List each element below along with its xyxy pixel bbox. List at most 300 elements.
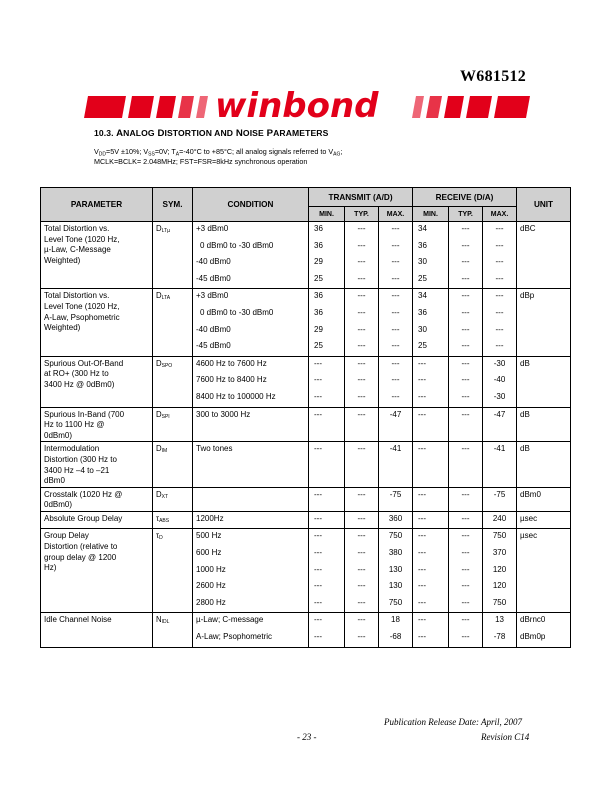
tx-min-cell <box>309 407 345 442</box>
rx-min-cell-line: --- <box>418 564 427 574</box>
rx-min-cell-line: --- <box>418 409 427 419</box>
rx-min-cell <box>413 613 449 647</box>
condition-cell-line: 0 dBm0 to -30 dBm0 <box>200 240 274 250</box>
tx-max-cell-line: -41 <box>389 444 402 454</box>
tx-min-cell-line: --- <box>314 391 322 401</box>
rx-min-cell <box>413 407 449 442</box>
rx-typ-cell-line: --- <box>461 444 470 454</box>
section-title-part: P <box>263 128 274 139</box>
unit-cell <box>517 487 571 511</box>
rx-typ-cell-line: --- <box>461 615 470 625</box>
tx-min-cell-line: --- <box>314 615 322 625</box>
tx-max-cell <box>379 222 413 289</box>
tx-typ-cell-line: --- <box>357 307 366 317</box>
section-title-part: A <box>116 128 124 139</box>
table-row <box>41 613 571 647</box>
parameter-line: Crosstalk (1020 Hz @ <box>44 489 123 499</box>
parameter-line: Weighted) <box>44 323 81 333</box>
condition-cell-line: -45 dBm0 <box>196 341 231 351</box>
parameter-line: group delay @ 1200 <box>44 552 117 562</box>
unit-line: dB <box>520 409 530 419</box>
tx-max-cell-line: --- <box>391 240 400 250</box>
tx-typ-cell-line: --- <box>357 513 366 523</box>
rx-max-cell-line: -41 <box>493 444 506 454</box>
header-condition: CONDITION <box>193 188 309 222</box>
table-header-row <box>41 188 571 207</box>
symbol-cell <box>153 442 193 487</box>
tx-min-cell-line: --- <box>314 513 322 523</box>
tx-min-cell-line: 29 <box>314 257 323 267</box>
rx-min-cell-line: 34 <box>418 224 427 233</box>
tx-min-cell-line: 25 <box>314 273 323 283</box>
logo-stripes-left <box>84 96 208 118</box>
table-row <box>41 487 571 511</box>
rx-typ-cell-line: --- <box>461 391 470 401</box>
rx-max-cell-line: 120 <box>492 581 507 591</box>
table-row <box>41 511 571 529</box>
table-row <box>41 222 571 289</box>
condition-cell-line: 300 to 3000 Hz <box>196 409 251 419</box>
condition-cell-line: A-Law; Psophometric <box>196 632 273 642</box>
winbond-logo <box>82 88 532 122</box>
unit-cell <box>517 356 571 407</box>
parameter-line: A-Law, Psophometric <box>44 312 120 322</box>
parameter-line: 0dBm0) <box>44 430 73 440</box>
section-title-part: OISE <box>242 128 264 138</box>
unit-line: dBrnc0 <box>520 615 546 625</box>
parameter-line: µ-Law, C-Message <box>44 245 111 255</box>
rx-typ-cell <box>449 487 483 511</box>
conditions-line-1 <box>94 147 342 157</box>
rx-max-cell <box>483 407 517 442</box>
rx-min-cell-line: 36 <box>418 240 427 250</box>
tx-typ-cell <box>345 529 379 613</box>
section-title-part: N <box>233 128 243 139</box>
tx-typ-cell-line: --- <box>357 632 366 642</box>
rx-typ-cell-line: --- <box>461 597 470 607</box>
symbol-main: D <box>156 224 162 233</box>
tx-max-cell <box>379 289 413 356</box>
parameter-cell <box>41 511 153 529</box>
tx-min-cell-line: 36 <box>314 291 323 301</box>
tx-max-cell-line: --- <box>391 358 400 368</box>
rx-max-cell-line: 750 <box>492 531 507 541</box>
rx-min-cell-line: --- <box>418 597 427 607</box>
tx-typ-cell-line: --- <box>357 489 366 499</box>
condition-cell <box>193 487 309 511</box>
parameter-line: Weighted) <box>44 255 81 265</box>
tx-max-cell-line: 360 <box>388 513 403 523</box>
rx-max-cell-line: --- <box>495 307 504 317</box>
rx-max-cell-line: --- <box>495 257 504 267</box>
tx-max-cell-line: 750 <box>388 531 403 541</box>
unit-cell <box>517 442 571 487</box>
header-receive: RECEIVE (D/A) <box>413 188 517 207</box>
tx-max-cell-line: --- <box>391 307 400 317</box>
symbol-cell <box>153 356 193 407</box>
tx-max-cell <box>379 511 413 529</box>
rx-typ-cell <box>449 529 483 613</box>
header-tx-min: MIN. <box>309 207 345 222</box>
rx-min-cell-line: 36 <box>418 307 427 317</box>
condition-cell-line: -40 dBm0 <box>196 324 231 334</box>
rx-max-cell-line: 370 <box>492 548 507 558</box>
rx-min-cell-line: 34 <box>418 291 427 301</box>
condition-text: ; <box>340 147 343 156</box>
tx-max-cell-line: --- <box>391 224 400 233</box>
tx-typ-cell-line: --- <box>357 324 366 334</box>
tx-max-cell-line: 130 <box>388 581 403 591</box>
header-tx-typ: TYP. <box>345 207 379 222</box>
rx-max-cell-line: -78 <box>493 632 506 642</box>
rx-max-cell-line: -40 <box>493 375 506 385</box>
tx-max-cell <box>379 442 413 487</box>
rx-min-cell-line: --- <box>418 531 427 541</box>
tx-min-cell <box>309 487 345 511</box>
rx-typ-cell-line: --- <box>461 324 470 334</box>
rx-max-cell-line: -30 <box>493 391 506 401</box>
tx-max-cell-line: --- <box>391 324 400 334</box>
symbol-main: N <box>156 615 162 625</box>
tx-typ-cell <box>345 407 379 442</box>
rx-min-cell <box>413 222 449 289</box>
tx-typ-cell-line: --- <box>357 564 366 574</box>
tx-typ-cell-line: --- <box>357 257 366 267</box>
condition-text: =5V ±10%; V <box>106 147 149 156</box>
rx-min-cell-line: --- <box>418 375 427 385</box>
parameter-line: Distortion (300 Hz to <box>44 454 117 464</box>
symbol-cell <box>153 222 193 289</box>
condition-subscript: SS <box>148 151 155 158</box>
tx-min-cell <box>309 529 345 613</box>
condition-subscript: AG <box>333 151 341 158</box>
rx-max-cell <box>483 529 517 613</box>
rx-min-cell-line: --- <box>418 615 427 625</box>
unit-line: dB <box>520 444 530 454</box>
tx-min-cell-line: --- <box>314 409 322 419</box>
condition-subscript: A <box>175 151 180 158</box>
rx-typ-cell <box>449 613 483 647</box>
symbol-subscript: XT <box>161 493 169 500</box>
rx-typ-cell <box>449 356 483 407</box>
tx-min-cell <box>309 613 345 647</box>
revision: Revision C14 <box>481 732 530 742</box>
symbol-main: τ <box>156 531 160 541</box>
condition-cell <box>193 511 309 529</box>
symbol-subscript: IM <box>161 448 168 455</box>
rx-min-cell-line: 30 <box>418 324 427 334</box>
rx-max-cell <box>483 289 517 356</box>
rx-typ-cell-line: --- <box>461 531 470 541</box>
tx-max-cell-line: -75 <box>389 489 402 499</box>
distortion-noise-table <box>40 187 571 648</box>
table-row <box>41 356 571 407</box>
condition-cell <box>193 356 309 407</box>
table-row <box>41 529 571 613</box>
rx-max-cell <box>483 511 517 529</box>
parameter-line: Total Distortion vs. <box>44 291 110 301</box>
tx-typ-cell-line: --- <box>357 358 366 368</box>
rx-min-cell-line: --- <box>418 391 427 401</box>
rx-typ-cell-line: --- <box>461 409 470 419</box>
rx-min-cell-line: --- <box>418 358 427 368</box>
unit-line: dBm0 <box>520 489 541 499</box>
rx-typ-cell-line: --- <box>461 581 470 591</box>
header-rx-typ: TYP. <box>449 207 483 222</box>
tx-max-cell <box>379 487 413 511</box>
rx-min-cell <box>413 529 449 613</box>
parameter-line: Spurious In-Band (700 <box>44 409 125 419</box>
parameter-line: Total Distortion vs. <box>44 224 110 233</box>
condition-text: =-40°C to +85°C; all analog signals referred to V <box>179 147 334 156</box>
section-title-part: ISTORTION AND <box>164 128 234 138</box>
tx-min-cell-line: 36 <box>314 307 323 317</box>
rx-typ-cell <box>449 289 483 356</box>
symbol-subscript: IDL <box>161 619 170 626</box>
tx-typ-cell <box>345 511 379 529</box>
rx-max-cell-line: --- <box>495 324 504 334</box>
condition-subscript: DD <box>98 151 107 158</box>
tx-min-cell-line: --- <box>314 375 322 385</box>
logo-wordmark: winbond <box>215 88 379 122</box>
condition-cell-line: -45 dBm0 <box>196 273 231 283</box>
condition-cell <box>193 407 309 442</box>
rx-typ-cell-line: --- <box>461 307 470 317</box>
parameter-line: Group Delay <box>44 531 89 541</box>
rx-typ-cell-line: --- <box>461 224 470 233</box>
tx-min-cell <box>309 222 345 289</box>
tx-max-cell-line: 750 <box>388 597 403 607</box>
tx-min-cell-line: --- <box>314 444 322 454</box>
parameter-line: 0dBm0) <box>44 500 73 510</box>
header-transmit: TRANSMIT (A/D) <box>309 188 413 207</box>
parameter-line: 3400 Hz @ 0dBm0) <box>44 379 115 389</box>
condition-cell-line: 2800 Hz <box>196 597 226 607</box>
tx-typ-cell <box>345 356 379 407</box>
rx-typ-cell-line: --- <box>461 257 470 267</box>
rx-max-cell <box>483 613 517 647</box>
table-row <box>41 407 571 442</box>
condition-cell-line <box>196 488 305 505</box>
condition-cell <box>193 289 309 356</box>
rx-typ-cell <box>449 222 483 289</box>
rx-typ-cell-line: --- <box>461 273 470 283</box>
symbol-cell <box>153 529 193 613</box>
rx-max-cell-line: 120 <box>492 564 507 574</box>
condition-cell-line: 0 dBm0 to -30 dBm0 <box>200 307 274 317</box>
condition-cell-line: 7600 Hz to 8400 Hz <box>196 375 267 385</box>
tx-typ-cell-line: --- <box>357 548 366 558</box>
condition-cell-line: Two tones <box>196 444 233 454</box>
condition-text: V <box>94 147 99 156</box>
symbol-main: D <box>156 409 162 419</box>
parameter-line: 3400 Hz –4 to –21 <box>44 465 110 475</box>
rx-max-cell-line: 13 <box>495 615 504 625</box>
conditions-line-2: MCLK=BCLK= 2.048MHz; FST=FSR=8kHz synchronous operation <box>94 157 308 166</box>
table-row <box>41 442 571 487</box>
condition-cell <box>193 613 309 647</box>
rx-typ-cell-line: --- <box>461 564 470 574</box>
rx-min-cell <box>413 442 449 487</box>
unit-cell <box>517 613 571 647</box>
condition-cell-line: 8400 Hz to 100000 Hz <box>196 391 276 401</box>
section-title: 10.3. ANALOG DISTORTION AND NOISE PARAMETERS <box>94 128 329 139</box>
rx-min-cell-line: 25 <box>418 273 427 283</box>
condition-cell-line: +3 dBm0 <box>196 291 229 301</box>
unit-line: µsec <box>520 531 538 541</box>
rx-min-cell <box>413 511 449 529</box>
tx-typ-cell-line: --- <box>357 615 366 625</box>
rx-typ-cell <box>449 511 483 529</box>
condition-cell-line: 500 Hz <box>196 531 222 541</box>
parameter-line: Spurious Out-Of-Band <box>44 358 124 368</box>
symbol-subscript: SPO <box>161 362 173 369</box>
rx-min-cell-line: 25 <box>418 341 427 351</box>
rx-min-cell-line: --- <box>418 444 427 454</box>
symbol-main: D <box>156 291 162 301</box>
condition-cell <box>193 222 309 289</box>
rx-max-cell-line: --- <box>495 273 504 283</box>
tx-min-cell-line: --- <box>314 548 322 558</box>
rx-typ-cell-line: --- <box>461 375 470 385</box>
parameter-line: Level Tone (1020 Hz, <box>44 234 120 244</box>
publication-date: Publication Release Date: April, 2007 <box>384 717 523 727</box>
parameter-line: Level Tone (1020 Hz, <box>44 301 120 311</box>
symbol-cell <box>153 289 193 356</box>
rx-max-cell-line: --- <box>495 224 504 233</box>
rx-typ-cell-line: --- <box>461 358 470 368</box>
header-tx-max: MAX. <box>379 207 413 222</box>
section-title-part: D <box>154 128 165 139</box>
tx-max-cell-line: --- <box>391 273 400 283</box>
tx-typ-cell-line: --- <box>357 341 366 351</box>
rx-max-cell-line: --- <box>495 341 504 351</box>
rx-typ-cell-line: --- <box>461 632 470 642</box>
condition-cell-line: µ-Law; C-message <box>196 615 264 625</box>
condition-cell-line: -40 dBm0 <box>196 257 231 267</box>
condition-cell <box>193 442 309 487</box>
section-title-part: ARAMETERS <box>273 128 329 138</box>
rx-typ-cell <box>449 407 483 442</box>
tx-min-cell-line: --- <box>314 581 322 591</box>
unit-line: dB <box>520 358 530 368</box>
unit-line: dBm0p <box>520 632 546 642</box>
tx-min-cell-line: 25 <box>314 341 323 351</box>
unit-cell <box>517 511 571 529</box>
tx-min-cell-line: --- <box>314 531 322 541</box>
parameter-cell <box>41 613 153 647</box>
tx-max-cell <box>379 529 413 613</box>
tx-typ-cell-line: --- <box>357 240 366 250</box>
tx-typ-cell-line: --- <box>357 224 366 233</box>
symbol-cell <box>153 487 193 511</box>
tx-min-cell-line: --- <box>314 358 322 368</box>
parameter-line: Hz to 1100 Hz @ <box>44 420 105 430</box>
condition-cell-line: 1200Hz <box>196 513 224 523</box>
tx-min-cell <box>309 289 345 356</box>
rx-typ-cell-line: --- <box>461 513 470 523</box>
parameter-line: dBm0 <box>44 476 65 486</box>
unit-cell <box>517 407 571 442</box>
rx-max-cell-line: --- <box>495 291 504 301</box>
rx-typ-cell-line: --- <box>461 548 470 558</box>
rx-typ-cell-line: --- <box>461 489 470 499</box>
condition-cell-line: +3 dBm0 <box>196 224 229 233</box>
symbol-main: D <box>156 489 162 499</box>
rx-min-cell <box>413 289 449 356</box>
tx-max-cell-line: 130 <box>388 564 403 574</box>
tx-typ-cell <box>345 289 379 356</box>
tx-typ-cell-line: --- <box>357 409 366 419</box>
rx-typ-cell-line: --- <box>461 291 470 301</box>
header-parameter: PARAMETER <box>41 188 153 222</box>
unit-cell <box>517 289 571 356</box>
symbol-cell <box>153 511 193 529</box>
rx-max-cell-line: 750 <box>492 597 507 607</box>
rx-max-cell-line: 240 <box>492 513 507 523</box>
parameter-line: Distortion (relative to <box>44 542 118 552</box>
parameter-cell <box>41 407 153 442</box>
condition-cell-line: 600 Hz <box>196 548 222 558</box>
table-row <box>41 289 571 356</box>
tx-typ-cell-line: --- <box>357 581 366 591</box>
rx-max-cell-line: -30 <box>493 358 506 368</box>
symbol-subscript: LTµ <box>161 228 170 234</box>
symbol-subscript: D <box>159 535 163 542</box>
parameter-cell <box>41 289 153 356</box>
parameter-cell <box>41 222 153 289</box>
unit-line: µsec <box>520 513 538 523</box>
symbol-main: τ <box>156 513 160 523</box>
symbol-cell <box>153 407 193 442</box>
operating-conditions <box>94 147 342 167</box>
tx-typ-cell-line: --- <box>357 291 366 301</box>
tx-max-cell <box>379 613 413 647</box>
parameter-cell <box>41 356 153 407</box>
tx-min-cell <box>309 442 345 487</box>
rx-min-cell-line: 30 <box>418 257 427 267</box>
header-rx-max: MAX. <box>483 207 517 222</box>
tx-min-cell-line: --- <box>314 597 322 607</box>
tx-max-cell-line: --- <box>391 257 400 267</box>
unit-cell <box>517 222 571 289</box>
tx-max-cell-line: --- <box>391 391 400 401</box>
parameter-line: Hz) <box>44 563 57 573</box>
symbol-subscript: SPI <box>161 413 170 420</box>
tx-max-cell <box>379 356 413 407</box>
rx-min-cell-line: --- <box>418 581 427 591</box>
tx-min-cell <box>309 511 345 529</box>
tx-typ-cell-line: --- <box>357 375 366 385</box>
tx-max-cell-line: 18 <box>391 615 400 625</box>
rx-max-cell <box>483 222 517 289</box>
tx-typ-cell <box>345 222 379 289</box>
rx-max-cell <box>483 442 517 487</box>
rx-min-cell-line: --- <box>418 632 427 642</box>
rx-max-cell <box>483 487 517 511</box>
tx-max-cell-line: --- <box>391 341 400 351</box>
tx-max-cell-line: -47 <box>389 409 402 419</box>
tx-typ-cell-line: --- <box>357 444 366 454</box>
section-title-part: NALOG <box>123 128 155 138</box>
symbol-subscript: ABS <box>159 517 170 524</box>
logo-stripes-right <box>412 96 530 118</box>
tx-max-cell-line: -68 <box>389 632 402 642</box>
tx-typ-cell <box>345 613 379 647</box>
condition-cell-line: 2600 Hz <box>196 581 226 591</box>
tx-min-cell-line: --- <box>314 489 322 499</box>
rx-min-cell <box>413 487 449 511</box>
